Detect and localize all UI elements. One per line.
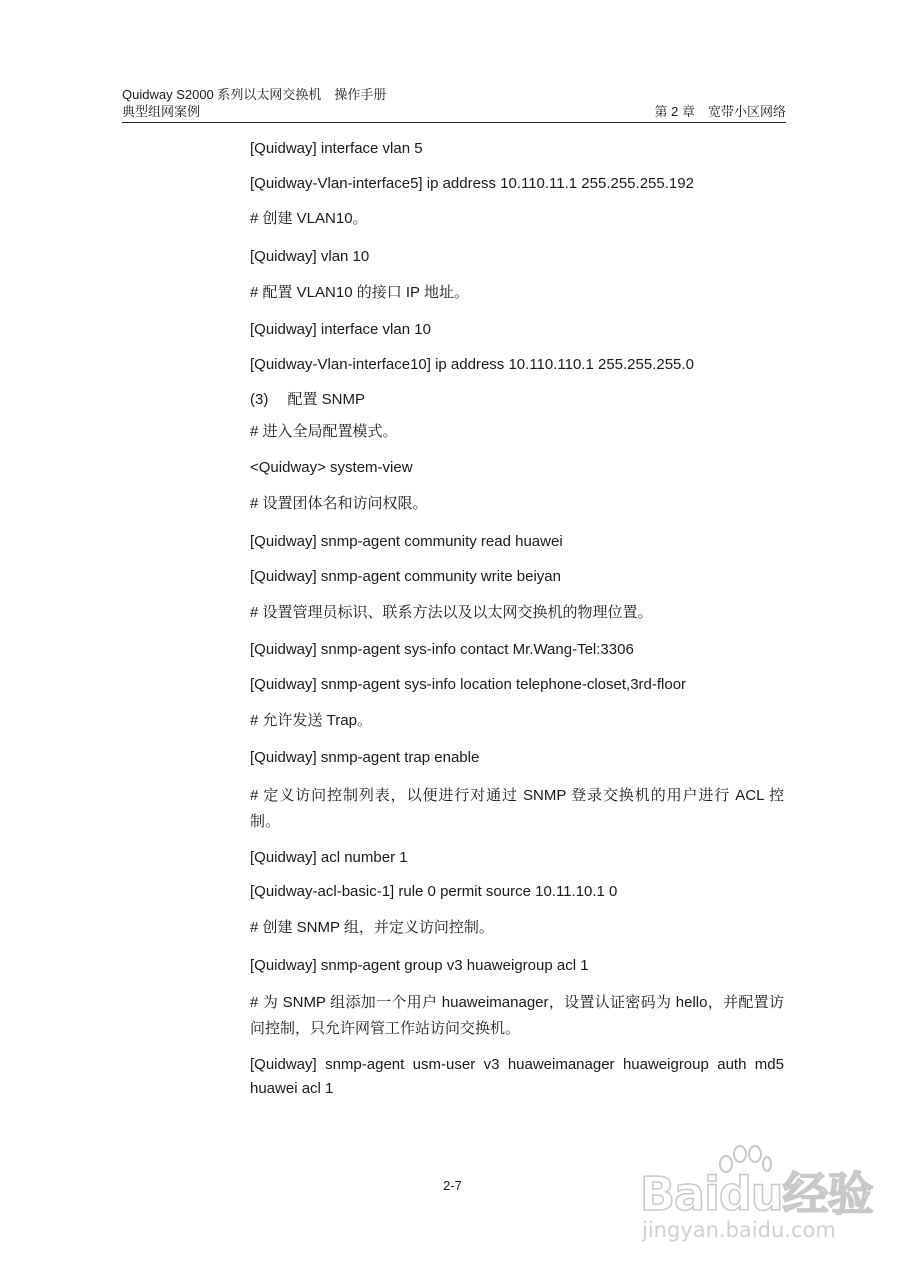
cli-command: [Quidway] acl number 1 (250, 849, 408, 866)
baidu-watermark (640, 1142, 873, 1252)
cli-command: [Quidway] snmp-agent sys-info location telephone-closet,3rd-floor (250, 676, 687, 693)
page-header (122, 86, 786, 123)
cli-command: [Quidway-Vlan-interface10] ip address 10.110.110.1 255.255.255.0 (250, 356, 694, 373)
comment-line: # 进入全局配置模式。 (250, 423, 398, 440)
header-left (122, 86, 386, 120)
step-heading: (3) 配置 SNMP (250, 391, 366, 408)
cli-command: [Quidway] interface vlan 5 (250, 140, 423, 157)
cli-command: [Quidway] snmp-agent trap enable (250, 749, 480, 766)
watermark-brand: Baidu经验 (640, 1167, 873, 1221)
manual-title: Quidway S2000 系列以太网交换机 操作手册 (122, 87, 387, 102)
watermark-url: jingyan.baidu.com (642, 1218, 836, 1242)
comment-line: # 设置团体名和访问权限。 (250, 495, 428, 512)
cli-command: [Quidway] snmp-agent sys-info contact Mr.Wang-Tel:3306 (250, 641, 634, 658)
comment-line: # 设置管理员标识、联系方法以及以太网交换机的物理位置。 (250, 604, 653, 621)
chapter-title: 第 2 章 宽带小区网络 (654, 104, 786, 119)
cli-command: [Quidway] vlan 10 (250, 248, 370, 265)
cli-command: [Quidway-Vlan-interface5] ip address 10.110.11.1 255.255.255.192 (250, 175, 694, 192)
cli-command: [Quidway] snmp-agent community write beiyan (250, 568, 561, 585)
cli-command: [Quidway] snmp-agent group v3 huaweigroup acl 1 (250, 957, 589, 974)
comment-line: # 创建 VLAN10。 (250, 210, 368, 227)
cli-command: [Quidway] interface vlan 10 (250, 321, 431, 338)
comment-line: # 允许发送 Trap。 (250, 712, 372, 729)
section-title: 典型组网案例 (122, 104, 201, 119)
page-number: 2-7 (443, 1178, 462, 1193)
cli-command-wrapped: [Quidway] snmp-agent usm-user v3 huaweimanager huaweigroup auth md5 huawei acl 1 (250, 1056, 784, 1097)
comment-line: # 配置 VLAN10 的接口 IP 地址。 (250, 284, 469, 301)
comment-paragraph: # 为 SNMP 组添加一个用户 huaweimanager，设置认证密码为 hello，并配置访问控制，只允许网管工作站访问交换机。 (250, 994, 784, 1037)
comment-line: # 创建 SNMP 组，并定义访问控制。 (250, 919, 494, 936)
comment-paragraph: # 定义访问控制列表，以便进行对通过 SNMP 登录交换机的用户进行 ACL 控制。 (250, 787, 784, 830)
cli-command: [Quidway-acl-basic-1] rule 0 permit source 10.11.10.1 0 (250, 883, 618, 900)
cli-command: <Quidway> system-view (250, 459, 413, 476)
cli-command: [Quidway] snmp-agent community read huawei (250, 533, 563, 550)
